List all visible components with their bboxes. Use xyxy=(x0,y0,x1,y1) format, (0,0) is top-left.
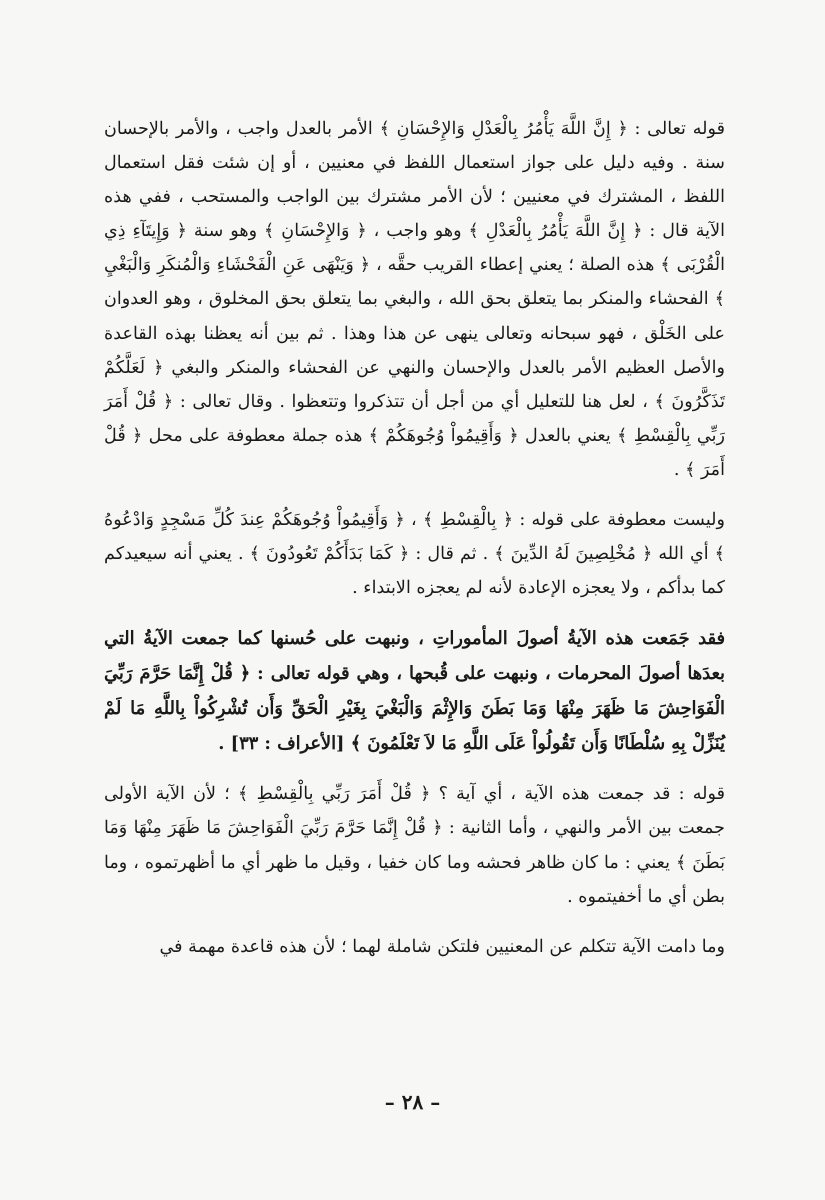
commentary-paragraph: قوله : قد جمعت هذه الآية ، أي آية ؟ ﴿ قُلْ أَمَرَ رَبِّي بِالْقِسْطِ ﴾ ؛ لأن الآية الأولى جمعت بين الأمر والنهي ، وأما الثانية : ﴿ قُلْ إِنَّمَا حَرَّمَ رَبِّيَ الْفَوَاحِشَ مَا ظَهَرَ مِنْهَا وَمَا بَطَنَ ﴾ يعني : ما كان ظاهر فحشه وما كان خفيا ، وقيل ما ظهر أي ما أظهرتموه ، وما بطن أي ما أخفيتموه . xyxy=(104,784,725,907)
page-number: – ٢٨ – xyxy=(384,1090,441,1114)
commentary-paragraph: وما دامت الآية تتكلم عن المعنيين فلتكن شاملة لهما ؛ لأن هذه قاعدة مهمة في xyxy=(159,936,725,957)
commentary-paragraph: وليست معطوفة على قوله : ﴿ بِالْقِسْطِ ﴾ ، ﴿ وَأَقِيمُواْ وُجُوهَكُمْ عِندَ كُلِّ مَسْجِدٍ وَادْعُوهُ ﴾ أي الله ﴿ مُخْلِصِينَ لَهُ الدِّينَ ﴾ . ثم قال : ﴿ كَمَا بَدَأَكُمْ تَعُودُونَ ﴾ . يعني أنه سيعيدكم كما بدأكم ، ولا يعجزه الإعادة لأنه لم يعجزه الابتداء . xyxy=(104,510,725,599)
commentary-paragraph: قوله تعالى : ﴿ إِنَّ اللَّهَ يَأْمُرُ بِالْعَدْلِ وَالإِحْسَانِ ﴾ الأمر بالعدل واجب ، والأمر بالإحسان سنة . وفيه دليل على جواز استعمال اللفظ في معنيين ، أو إن شئت فقل استعمال اللفظ ، المشترك في معنيين ؛ لأن الأمر مشترك بين الواجب والمستحب ، ففي هذه الآية قال : ﴿ إِنَّ اللَّهَ يَأْمُرُ بِالْعَدْلِ ﴾ وهو واجب ، ﴿ وَالإِحْسَانِ ﴾ وهو سنة ﴿ وَإِيتَآءِ ذِي الْقُرْبَى ﴾ هذه الصلة ؛ يعني إعطاء القريب حقَّه ، ﴿ وَيَنْهَى عَنِ الْفَحْشَاءِ وَالْمُنكَرِ وَالْبَغْيِ ﴾ الفحشاء والمنكر بما يتعلق بحق الله ، والبغي بما يتعلق بحق المخلوق ، وهو العدوان على الخَلْق ، فهو سبحانه وتعالى ينهى عن هذا وهذا . ثم بين أنه يعظنا بهذه القاعدة والأصل العظيم الأمر بالعدل والإحسان والنهي عن الفحشاء والمنكر والبغي ﴿ لَعَلَّكُمْ تَذَكَّرُونَ ﴾ ، لعل هنا للتعليل أي من أجل أن تتذكروا وتتعظوا . وقال تعالى : ﴿ قُلْ أَمَرَ رَبِّي بِالْقِسْطِ ﴾ يعني بالعدل ﴿ وَأَقِيمُواْ وُجُوهَكُمْ ﴾ هذه جملة معطوفة على محل ﴿ قُلْ أَمَرَ ﴾ . xyxy=(104,119,725,480)
source-text-paragraph: فقد جَمَعت هذه الآيةُ أصولَ المأموراتِ ، ونبهت على حُسنها كما جمعت الآيةُ التي بعدَها أصولَ المحرمات ، ونبهت على قُبحها ، وهي قوله تعالى : ﴿ قُلْ إِنَّمَا حَرَّمَ رَبِّيَ الْفَوَاحِشَ مَا ظَهَرَ مِنْهَا وَمَا بَطَنَ وَالإِثْمَ وَالْبَغْيَ بِغَيْرِ الْحَقِّ وَأَن تُشْرِكُواْ بِاللَّهِ مَا لَمْ يُنَزِّلْ بِهِ سُلْطَانًا وَأَن تَقُولُواْ عَلَى اللَّهِ مَا لاَ تَعْلَمُونَ ﴾ [الأعراف : ٣٣] . xyxy=(104,628,725,755)
